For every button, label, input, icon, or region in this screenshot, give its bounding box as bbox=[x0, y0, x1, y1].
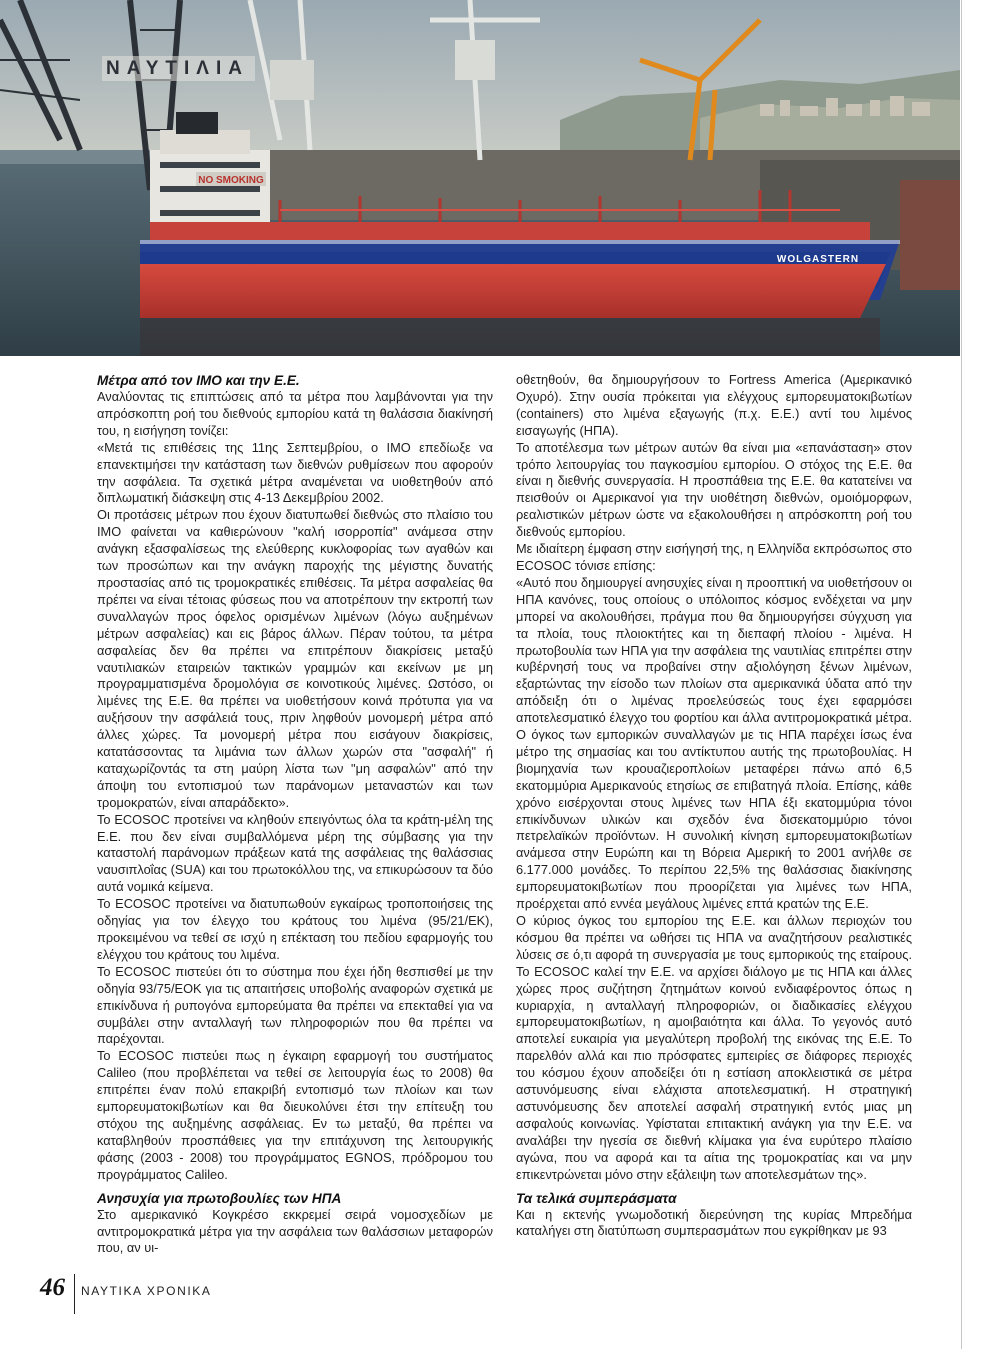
body-paragraph: Στο αμερικανικό Κογκρέσο εκκρεμεί σειρά νομοσχεδίων με αντιτρομοκρατικά μέτρα για την ασφάλεια των θαλάσσιων μεταφορών που, αν υι- bbox=[97, 1206, 493, 1256]
body-paragraph: Το ECOSOC προτείνει να κληθούν επειγόντως όλα τα κράτη-μέλη της Ε.Ε. που δεν είναι συμβαλλόμενα μέρη της σύμβασης για την καταστολή παράνομων πράξεων κατά της ασφάλειας της θαλάσσιας ναυσιπλοΐας (SUA) και του πρωτοκόλλου της, να επικυρώσουν τα δύο αυτά νομικά κείμενα. bbox=[97, 811, 493, 895]
body-paragraph: Οι προτάσεις μέτρων που έχουν διατυπωθεί διεθνώς στο πλαίσιο του IMO φαίνεται να καθιερώνουν "καλή ισορροπία" ανάμεσα στην ανάγκη εξασφαλίσεως της ελεύθερης κυκλοφορίας των αγαθών και των προσώπων και την ανάγκη παροχής της μέγιστης δυνατής προστασίας από τις τρομοκρατικές επιθέσεις. Τα μέτρα ασφαλείας θα πρέπει να είναι τέτοιας φύσεως που να αποτρέπουν την εκτροπή των συναλλαγών προς όφελος ορισμένων λιμένων (λόγω αυξημένων μέτρων ασφαλείας) και εις βάρος άλλων. Πέραν τούτου, τα μέτρα ασφαλείας δεν θα πρέπει να επιτρέπουν διακρίσεις μεταξύ ναυτιλιακών εταιρειών τακτικών γραμμών και εκείνων με μη προγραμματισμένα δρομολόγια σε κοινοτικούς λιμένες. Ωστόσο, οι λιμένες της Ε.Ε. θα πρέπει να υιοθετήσουν κοινά πρότυπα για να αυξήσουν την ασφάλειά τους, πριν ληφθούν μονομερή μέτρα από άλλες χώρες. Τα μονομερή μέτρα που εισάγουν διακρίσεις, κατατάσσοντας τα λιμάνια των άλλων χωρών στα "ασφαλή" ή καταχωρίζοντάς τα στη μαύρη λίστα των "μη ασφαλών" από την άποψη του εντοπισμού των παράνομων μεταναστών και των τρομοκρατών, είναι απαράδεκτο». bbox=[97, 507, 493, 810]
body-paragraph: Το αποτέλεσμα των μέτρων αυτών θα είναι μια «επανάσταση» στον τρόπο λειτουργίας του παγκοσμίου εμπορίου. Ο στόχος της Ε.Ε. θα είναι η διεθνής συνεργασία. Η προσπάθεια της Ε.Ε. θα κατατείνει να πεισθούν οι Αμερικανοί για την υιοθέτηση διεθνών, ομοιόμορφων, ρεαλιστικών μέτρων ώστε να εξακολουθήσει η απρόσκοπτη ροή του διεθνούς εμπορίου. bbox=[516, 439, 912, 540]
page-number: 46 bbox=[40, 1274, 65, 1301]
footer-divider bbox=[74, 1274, 75, 1314]
body-paragraph: «Μετά τις επιθέσεις της 11ης Σεπτεμβρίου, ο ΙΜΟ επεδίωξε να επανεκτιμήσει την κατάσταση των διεθνών ρυθμίσεων που αφορούν την ασφάλεια. Τα σχετικά μέτρα αναμένεται να υιοθετηθούν από διπλωματική διάσκεψη στις 4-13 Δεκεμβρίου 2002. bbox=[97, 439, 493, 506]
section-heading: Μέτρα από τον IMO και την Ε.Ε. bbox=[97, 373, 300, 388]
magazine-name: ΝΑΥΤΙΚΑ ΧΡΟΝΙΚΑ bbox=[81, 1284, 212, 1298]
body-paragraph: Το ECOSOC πιστεύει ότι το σύστημα που έχει ήδη θεσπισθεί με την οδηγία 93/75/ΕΟΚ για τις απαιτήσεις υποβολής αναφορών σχετικά με επικίνδυνα ή ρυπογόνα εμπορεύματα θα πρέπει να επεκταθεί για να συμβάλει στην ανταλλαγή των πληροφοριών που θα πρέπει να παρέχονται. bbox=[97, 963, 493, 1047]
svg-text:WOLGASTERN: WOLGASTERN bbox=[776, 254, 860, 265]
body-paragraph: Αναλύοντας τις επιπτώσεις από τα μέτρα που λαμβάνονται για την απρόσκοπτη ροή του διεθνούς εμπορίου κατά τη θαλάσσια διακίνησή του, η εισήγηση τονίζει: bbox=[97, 389, 493, 438]
ship-photo bbox=[0, 0, 960, 356]
left-column bbox=[97, 372, 493, 1257]
body-paragraph: Και η εκτενής γνωμοδοτική διερεύνηση της κυρίας Μπρεδήμα καταλήγει στη διατύπωση συμπερασμάτων που εγκρίθηκαν με 93 bbox=[516, 1206, 912, 1239]
body-paragraph: Με ιδιαίτερη έμφαση στην εισήγησή της, η Ελληνίδα εκπρόσωπος στο ECOSOC τόνισε επίσης: bbox=[516, 541, 912, 573]
svg-text:NO SMOKING: NO SMOKING bbox=[198, 175, 264, 186]
page-edge-rule bbox=[961, 0, 962, 1349]
body-paragraph: Το ECOSOC προτείνει να διατυπωθούν εγκαίρως τροποποιήσεις της οδηγίας για τον έλεγχο του κράτους του λιμένα (95/21/ΕΚ), προκειμένου να τεθεί σε ισχύ η επέκταση του πεδίου εφαρμογής του ελέγχου του κράτους του λιμένα. bbox=[97, 896, 493, 962]
body-paragraph: Ο κύριος όγκος του εμπορίου της Ε.Ε. και άλλων περιοχών του κόσμου θα πρέπει να ωθήσει τις ΗΠΑ να αναζητήσουν ρεαλιστικές λύσεις σε ό,τι αφορά τη συνεργασία με τους εμπορικούς της εταίρους. Το ECOSOC καλεί την Ε.Ε. να αρχίσει διάλογο με τις ΗΠΑ και άλλες χώρες προς συζήτηση ζητημάτων κοινού ενδιαφέροντος όπως η κυριαρχία, η ανταλλαγή πληροφοριών, οι διαδικασίες ελέγχου εμπορευματοκιβωτίων, η αμοιβαιότητα και άλλα. Το γεγονός αυτό αποτελεί ευκαιρία για μεγαλύτερη προβολή της εικόνας της Ε.Ε. Το παρελθόν αλλά και πιο πρόσφατες εμπειρίες σε διάφορες περιοχές του κόσμου έχουν αποδείξει ότι η εστίαση αποκλειστικά σε μέτρα αστυνόμευσης είναι ελάχιστα αποτελεσματική. Η στρατηγική αστυνόμευσης δεν αποτελεί ασφαλή στρατηγική εντός μιας μη ασφαλούς κοινωνίας. Υφίσταται επιτακτική ανάγκη για την Ε.Ε. να αναλάβει την ηγεσία σε διεθνή κλίμακα για ένα ευρύτερο πλαίσιο αγώνα, που να αφορά και τα αίτια της τρομοκρατίας και να μην επικεντρώνεται μόνο στην εξάλειψη των αποτελεσμάτων της». bbox=[516, 913, 912, 1182]
body-paragraph: Το ECOSOC πιστεύει πως η έγκαιρη εφαρμογή του συστήματος Calileo (που προβλέπεται να τεθεί σε λειτουργία έως το 2008) θα επιτρέπει έναν πολύ επακριβή εντοπισμό των πλοίων και των εμπορευματοκιβωτίων και θα διευκολύνει έτσι την επίτευξη του στόχου της αυξημένης ασφάλειας. Εν τω μεταξύ, θα πρέπει να καταβληθούν προσπάθειες για την επιτάχυνση της λειτουργικής φάσης (2003 - 2008) του προγράμματος EGNOS, πρόδρομου του προγράμματος Calileo. bbox=[97, 1048, 493, 1182]
body-paragraph: «Αυτό που δημιουργεί ανησυχίες είναι η προοπτική να υιοθετήσουν οι ΗΠΑ κανόνες, τους οποίους ο υπόλοιπος κόσμος ενδέχεται να μην μπορεί να ακολουθήσει, πράγμα που θα δημιουργήσει σύγχυση για τα πλοία, τους πλοιοκτήτες και τη διεπαφή πλοίου - λιμένα. Η πρωτοβουλία των ΗΠΑ για την ασφάλεια της ναυτιλίας επιτρέπει στην κυβέρνησή τους να προβαίνει στην αξιολόγηση ξένων λιμένων, εξαρτώντας την είσοδο των πλοίων στα αμερικανικά ύδατα από την απόδειξη ότι ο λιμένας προελεύσεώς τους έχει εφαρμόσει αποτελεσματικό έλεγχο του φορτίου και άλλα αντιτρομοκρατικά μέτρα. Ο όγκος των εμπορικών συναλλαγών με τις ΗΠΑ παρέχει ίσως ένα μέτρο της σημασίας και του αντίκτυπου αυτής της πρωτοβουλίας. Η βιομηχανία των κρουαζιεροπλοίων μεταφέρει πάνω από 6,5 εκατομμύρια Αμερικανούς ετησίως σε επιβατηγά πλοία. Επίσης, κάθε χρόνο εισέρχονται στους λιμένες των ΗΠΑ έξι εκατομμύρια τόνοι επικίνδυνων υλικών και σχεδόν ένα δισεκατομμύριο τόνοι πετρελαϊκών προϊόντων. Η συνολική κίνηση εμπορευματοκιβωτίων ανάμεσα στην Ευρώπη και τη Βόρεια Αμερική το 2001 ανήλθε σε 6.177.000 μονάδες. Το περίπου 22,5% της θαλάσσιας διακίνησης εμπορευματοκιβωτίων που προορίζεται για λιμένες των ΗΠΑ, προέρχεται από εννέα μεγάλους λιμένες επτά κρατών της Ε.Ε. bbox=[516, 574, 912, 912]
section-heading: Τα τελικά συμπεράσματα bbox=[516, 1190, 677, 1206]
ship-photo-illustration bbox=[0, 0, 960, 356]
section-label: ΝΑΥΤΙΛΙΑ bbox=[102, 56, 255, 81]
section-heading: Ανησυχία για πρωτοβουλίες των ΗΠΑ bbox=[97, 1190, 342, 1206]
body-paragraph: οθετηθούν, θα δημιουργήσουν το Fortress America (Αμερικανικό Οχυρό). Στην ουσία πρόκειται για ελέγχους εμπορευματοκιβωτίων (containers) στο λιμένα εξαγωγής (π.χ. Ε.Ε.) αντί του λιμένος εισαγωγής (ΗΠΑ). bbox=[516, 372, 912, 438]
right-column bbox=[516, 372, 912, 1240]
